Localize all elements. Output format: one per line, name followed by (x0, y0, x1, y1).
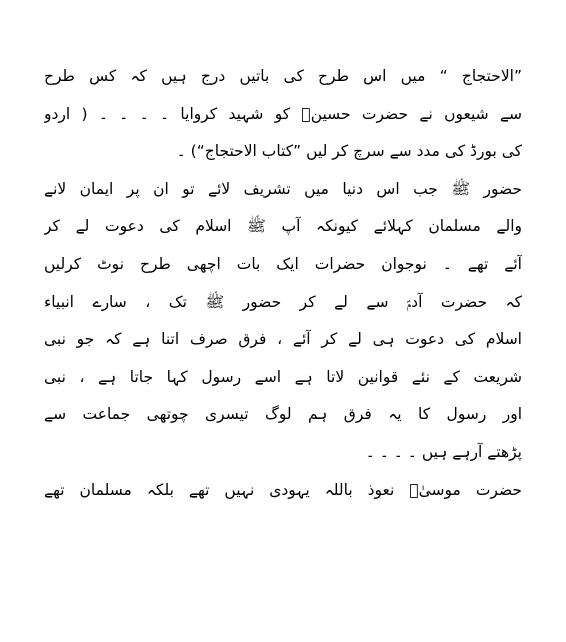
text-line-9: شریعت کے نئے قوانین لاتا ہے اسے رسول کہا جاتا ہے ، نبی (44, 367, 522, 386)
text-line-11: پڑھتے آرہے ہیں ۔ ۔ ۔ ۔ (365, 442, 522, 461)
text-line-6: آئے تھے ۔ نوجوان حضرات ایک بات اچھی طرح نوٹ کرلیں (44, 254, 522, 273)
text-line-7: کہ حضرت آدمؑ سے لے کر حضور ﷺ تک ، سارے انبیاء (44, 292, 522, 311)
text-line-10: اور رسول کا یہ فرق ہم لوگ تیسری چوتھی جماعت سے (44, 405, 522, 424)
text-line-3: کی بورڈ کی مدد سے سرچ کر لیں ”کتاب الاحتجاج“) ۔ (176, 142, 522, 161)
text-line-5: والے مسلمان کہلائے کیونکہ آپ ﷺ اسلام کی دعوت لے کر (44, 217, 522, 236)
text-line-2: سے شیعوں نے حضرت حسینؓ کو شہید کروایا ۔ ۔ ۔ ۔ ( اردو (44, 104, 522, 123)
text-line-1: ”الاحتجاج “ میں اس طرح کی باتیں درج ہیں کہ کس طرح (44, 67, 522, 85)
urdu-text-block (44, 58, 522, 509)
text-line-12: حضرت موسیٰؑ نعوذ باللہ یہودی نہیں تھے بلکہ مسلمان تھے (44, 480, 522, 499)
text-line-4: حضور ﷺ جب اس دنیا میں تشریف لائے تو ان پر ایمان لانے (44, 179, 522, 198)
text-line-8: اسلام کی دعوت ہی لے کر آئے ، فرق صرف اتنا ہے کہ جو نبی (44, 330, 522, 349)
